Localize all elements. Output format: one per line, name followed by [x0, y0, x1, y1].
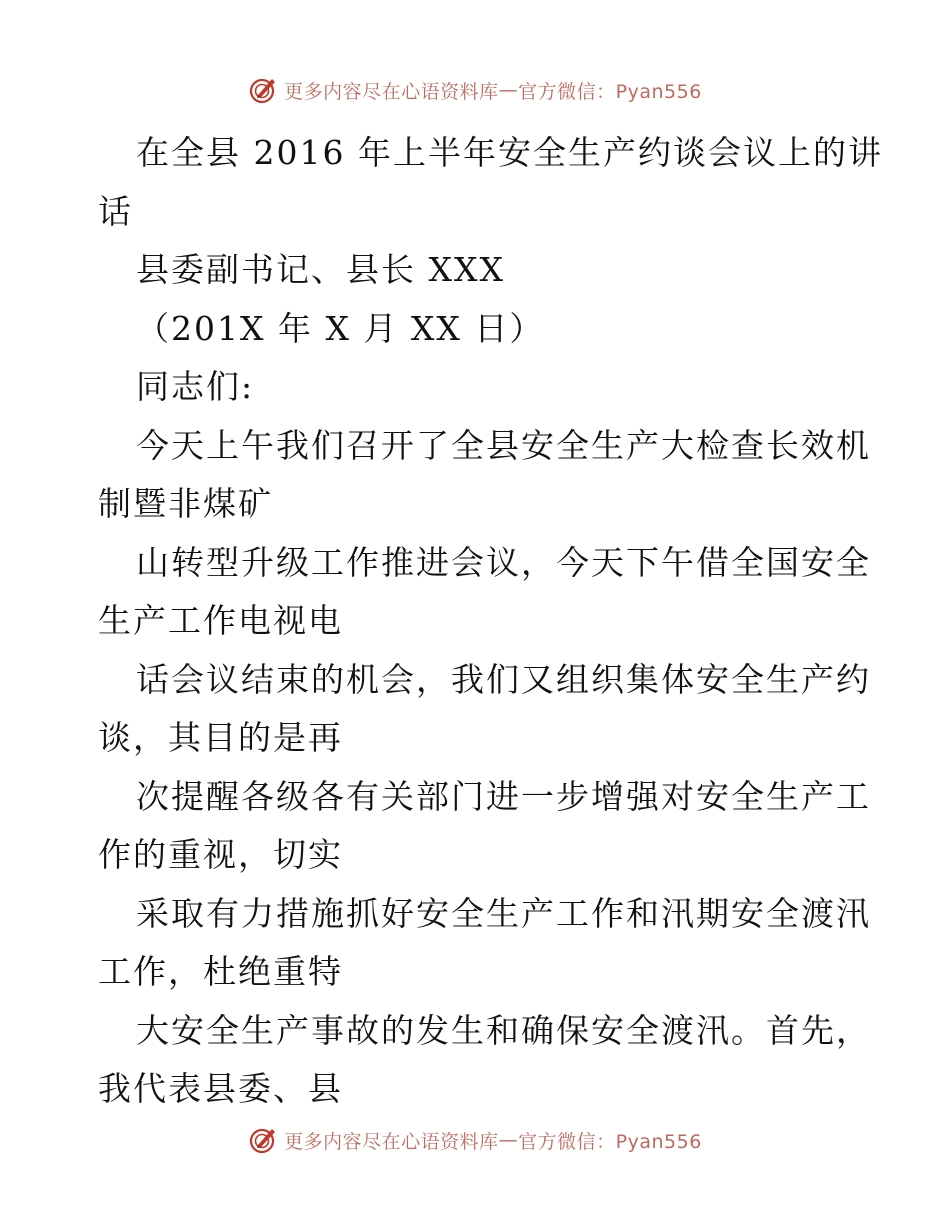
footer-watermark — [0, 1120, 950, 1160]
document-line: 话会议结束的机会，我们又组织集体安全生产约 — [136, 659, 871, 699]
document-line: 在全县 2016 年上半年安全生产约谈会议上的讲 — [136, 133, 883, 172]
document-line: 大安全生产事故的发生和确保安全渡汛。首先， — [136, 1010, 871, 1050]
document-body — [98, 124, 883, 1119]
pen-logo-icon — [248, 1125, 278, 1155]
watermark-brand-text: 更多内容尽在心语资料库 — [284, 1130, 499, 1153]
document-line: 作的重视，切实 — [98, 835, 343, 874]
document-line: 同志们: — [136, 367, 255, 406]
pen-logo-icon — [248, 75, 278, 105]
document-line: 谈，其目的是再 — [98, 718, 343, 757]
document-line: 山转型升级工作推进会议，今天下午借全国安全 — [136, 542, 871, 582]
document-line: （201X 年 X 月 XX 日） — [136, 308, 545, 348]
document-line: 我代表县委、县 — [98, 1069, 343, 1108]
watermark-dash: — — [498, 79, 519, 101]
document-line: 次提醒各级各有关部门进一步增强对安全生产工 — [136, 776, 871, 816]
watermark-dash: — — [498, 1129, 519, 1151]
document-line: 采取有力措施抓好安全生产工作和汛期安全渡汛 — [136, 893, 871, 933]
document-line: 话 — [98, 191, 133, 231]
document-line: 县委副书记、县长 XXX — [136, 250, 505, 289]
header-watermark — [0, 70, 950, 110]
document-line: 今天上午我们召开了全县安全生产大检查长效机 — [136, 425, 871, 465]
document-line: 制暨非煤矿 — [98, 484, 273, 523]
watermark-contact-text: 官方微信：Pyan556 — [518, 80, 702, 103]
document-line: 生产工作电视电 — [98, 601, 343, 640]
watermark-brand-text: 更多内容尽在心语资料库 — [284, 80, 499, 103]
document-line: 工作，杜绝重特 — [98, 952, 343, 991]
watermark-contact-text: 官方微信：Pyan556 — [518, 1130, 702, 1153]
